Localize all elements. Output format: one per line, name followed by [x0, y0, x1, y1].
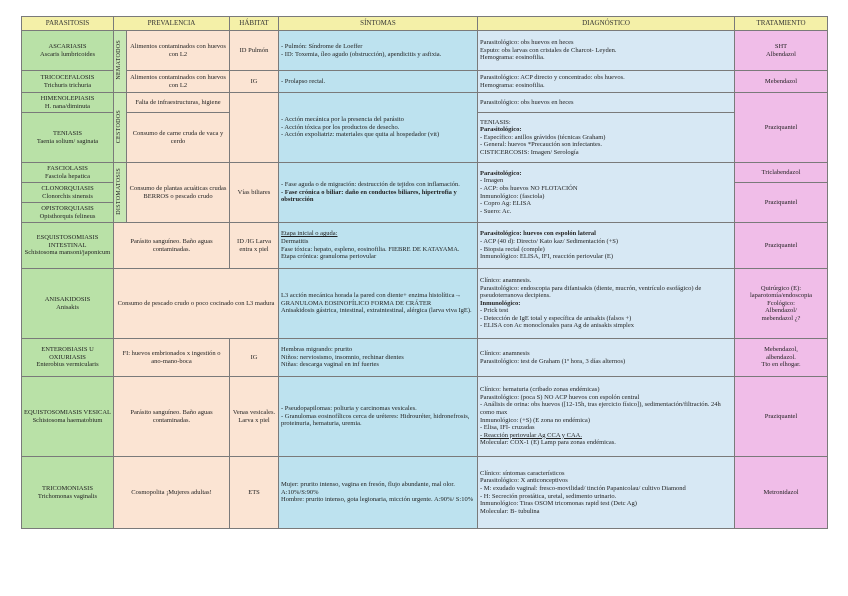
symptoms-cell	[279, 457, 478, 529]
diagnosis-line: - General: huevos *Precaución son infectantes.	[480, 141, 603, 149]
table-row	[22, 339, 828, 377]
habitat-cell: Venas vesicales. Larva x piel	[230, 377, 279, 457]
symptom-line: Hombre: prurito intenso, gota legionaria, micción urgente. A:90%/ S:10%	[281, 496, 474, 504]
symptom-line: Niños: nerviosismo, insomnio, rechinar dientes	[281, 353, 404, 361]
habitat-cell: IG	[230, 339, 279, 377]
species-name: Clonorchis sinensis	[42, 192, 93, 200]
habitat-cell	[230, 93, 279, 163]
parasite-cell	[22, 269, 114, 339]
diagnosis-line: CISTICERCOSIS: Imagen/ Serología	[480, 148, 579, 156]
table-row	[22, 457, 828, 529]
diagnosis-cell	[478, 71, 735, 93]
prevalence-cell: FI: huevos embrionados x ingestión o ano-mano-boca	[114, 339, 230, 377]
treatment-line: Tto en elhogar.	[761, 361, 801, 369]
prevalence-cell: Parásito sanguíneo. Baño aguas contaminadas.	[114, 377, 230, 457]
symptom-line: Etapa crónica: granuloma periovular	[281, 253, 377, 261]
habitat-cell: ID /IG Larva entra x piel	[230, 223, 279, 269]
parasite-cell	[22, 113, 114, 163]
diagnosis-line: Parasitológico: obs huevos en heces	[480, 39, 574, 47]
treatment-line: Albendazol	[766, 50, 796, 58]
group-label-distomatosis: DISTOMATOSIS	[116, 167, 123, 215]
diagnosis-line: Inmunológico:	[480, 299, 521, 307]
diagnosis-line: - Elisa, IFI- cruzadas	[480, 424, 535, 432]
diagnosis-cell	[478, 457, 735, 529]
group-label-cell	[114, 31, 127, 93]
diagnosis-cell	[478, 223, 735, 269]
symptom-line: - ID: Toxemia, íleo agudo (obstrucción), apendicitis y asfixia.	[281, 50, 442, 58]
symptom-line: - Pseudopapilomas: poliuria y carcinomas vesicales.	[281, 405, 417, 413]
species-name: Enterobius vermicularis	[36, 361, 99, 369]
prevalence-cell: Falta de infraestructuras, higiene	[127, 93, 230, 113]
group-label-nematodos: NEMATODOS	[116, 40, 123, 80]
symptoms-cell	[279, 339, 478, 377]
symptoms-cell	[279, 377, 478, 457]
habitat-cell: IG	[230, 71, 279, 93]
prevalence-cell: Alimentos contaminados con huevos con L2	[127, 71, 230, 93]
parasitosis-name: ESQUISTOSOMIASIS INTESTINAL	[36, 234, 99, 249]
species-name: Trichuris trichuria	[43, 81, 92, 89]
treatment-cell	[735, 31, 828, 71]
diagnosis-cell	[478, 93, 735, 113]
diagnosis-line: - ELISA con Ac monoclonales para Ag de anisakis simplex	[480, 322, 634, 330]
table-row	[22, 31, 828, 71]
diagnosis-line: Clínico: hematuria (cribado zonas endémicas)	[480, 386, 600, 394]
diagnosis-line: Hemograma: eosinofilia.	[480, 81, 545, 89]
parasitosis-name: ASCARIASIS	[48, 42, 87, 50]
parasite-cell	[22, 457, 114, 529]
parasitosis-name: TENIASIS	[53, 129, 82, 137]
diagnosis-line: Parasitológico: endoscopia para difanisakis (diente, mucrón, ventrículo esofágico) de pseudoterranova decipiens.	[480, 284, 702, 300]
treatment-cell	[735, 223, 828, 269]
symptom-line: - Fase aguda o de migración: destrucción de tejidos con inflamación.	[281, 181, 460, 189]
species-name: Schistosoma mansoni/japonicum	[24, 249, 111, 257]
habitat-cell: ETS	[230, 457, 279, 529]
diagnosis-line: - Específico: anillos grávidos (técnicas Graham)	[480, 133, 606, 141]
treatment-line: laparotomía/endoscopia	[749, 292, 813, 300]
treatment-cell	[735, 71, 828, 93]
diagnosis-line: - ACP (40 d): Directo/ Kato kaz/ Sedimentación (+S)	[480, 237, 619, 245]
diagnosis-line: Clínico: anamnesis.	[480, 276, 532, 284]
diagnosis-line: Clínico: síntomas característicos	[480, 469, 565, 477]
header-tratamiento: TRATAMIENTO	[735, 17, 828, 31]
header-sintomas: SÍNTOMAS	[279, 17, 478, 31]
table-row	[22, 93, 828, 113]
table-row	[22, 269, 828, 339]
diagnosis-line: - Detección de IgE total y específica de anisakis (falsos +)	[480, 314, 632, 322]
symptoms-cell	[279, 223, 478, 269]
prevalence-cell: Consumo de carne cruda de vaca y cerdo	[127, 113, 230, 163]
diagnosis-line: - H: Secreción prostática, uretal, sedimento urinario.	[480, 492, 617, 500]
species-name: Trichomonas vaginalis	[37, 492, 98, 500]
treatment-cell	[735, 377, 828, 457]
symptoms-cell	[279, 163, 478, 223]
diagnosis-line: - Prick test	[480, 307, 509, 315]
diagnosis-line: Parasitológico: obs huevos en heces	[480, 98, 574, 106]
diagnosis-cell	[478, 163, 735, 223]
treatment-line: Praziquantel	[764, 123, 798, 131]
diagnosis-line: Parasitológico: test de Graham (1º hora, 3 días alternos)	[480, 357, 626, 365]
diagnosis-line: - ACP: obs huevos NO FLOTACIÓN	[480, 184, 578, 192]
parasite-cell	[22, 203, 114, 223]
parasitosis-name: ENTEROBIASIS U OXIURIASIS	[41, 346, 94, 361]
diagnosis-line: - Imagen	[480, 177, 504, 185]
table-row	[22, 163, 828, 183]
treatment-line: mebendazol ¿?	[761, 314, 801, 322]
diagnosis-line: Inmunológico: (fasciola)	[480, 192, 545, 200]
symptom-line: Niñas: descarga vaginal en inf fuertes	[281, 361, 379, 369]
treatment-line: Metronidazol	[763, 488, 799, 496]
treatment-line: SHT	[774, 42, 788, 50]
species-name: Opisthorquis felineus	[39, 212, 96, 220]
species-name: H. nana/diminuta	[44, 102, 91, 110]
diagnosis-cell	[478, 113, 735, 163]
treatment-line: Albendazol/	[765, 307, 797, 315]
treatment-line: Fcológico:	[767, 299, 795, 307]
diagnosis-cell	[478, 377, 735, 457]
symptom-line: Hembras migrando: prurito	[281, 346, 353, 354]
diagnosis-line: - Reacción periovular Ag CCA y CAA.	[480, 431, 582, 439]
treatment-cell	[735, 93, 828, 163]
parasitosis-name: TRICOCEFALOSIS	[40, 73, 95, 81]
diagnosis-line: Parasitológico:	[480, 126, 522, 134]
diagnosis-line: Hemograma: eosinofilia.	[480, 54, 545, 62]
species-name: Schistosoma haematobium	[32, 416, 103, 424]
treatment-line: Praziquantel	[764, 412, 798, 420]
treatment-line: Quirúrgico (E):	[760, 284, 802, 292]
parasite-cell	[22, 71, 114, 93]
symptom-line: - Pulmón: Síndrome de Loeffer	[281, 42, 363, 50]
diagnosis-cell	[478, 31, 735, 71]
prevalence-cell: Parásito sanguíneo. Baño aguas contaminadas.	[114, 223, 230, 269]
treatment-cell	[735, 339, 828, 377]
diagnosis-line: Molecular: B- tubulina	[480, 507, 540, 515]
header-diagnostico: DIAGNÓSTICO	[478, 17, 735, 31]
symptom-line: Etapa inicial o aguda:	[281, 230, 338, 238]
parasitosis-name: EQUISTOSOMIASIS VESICAL	[24, 408, 111, 416]
diagnosis-line: Parasitológico: (poca S) NO ACP huevos con espolón central	[480, 393, 640, 401]
diagnosis-line: - M: exudado vaginal: fresco-movilidad/ tinción Papanicolau/ cultivo Diamond	[480, 484, 686, 492]
parasite-cell	[22, 93, 114, 113]
symptom-line: Dermatitis	[281, 237, 309, 245]
species-name: Fasciola hepatica	[45, 172, 90, 180]
diagnosis-line: Parasitológico: ACP directo y concentrado: obs huevos.	[480, 73, 625, 81]
habitat-cell: Vías biliares	[230, 163, 279, 223]
diagnosis-line: Molecular: COX-1 (E) Lamp para zonas endémicas.	[480, 439, 616, 447]
treatment-line: Mebendazol,	[764, 346, 798, 354]
prevalence-cell: Alimentos contaminados con huevos con L2	[127, 31, 230, 71]
symptom-line: Mujer: prurito intenso, vagina en fresón, flujo abundante, mal olor. A:10%/S:90%	[281, 481, 455, 496]
group-label-cestodos: CESTODOS	[116, 109, 123, 143]
species-name: Ascaris lumbricoides	[39, 50, 96, 58]
symptom-line: - Acción tóxica por los productos de desecho.	[281, 123, 400, 131]
parasitosis-name: CLONORQUIASIS	[41, 184, 94, 192]
diagnosis-line: Inmunológico: (+S) (E zona no endémica)	[480, 416, 590, 424]
parasitosis-name: HIMENOLEPIASIS	[40, 94, 95, 102]
parasite-cell	[22, 223, 114, 269]
diagnosis-line: Parasitológico: huevos con espolón lateral	[480, 230, 596, 238]
treatment-cell	[735, 183, 828, 223]
parasite-cell	[22, 31, 114, 71]
symptom-line: - Prolapso rectal.	[281, 77, 326, 85]
diagnosis-line: - Biopsia rectal (comple)	[480, 245, 545, 253]
parasite-cell	[22, 183, 114, 203]
treatment-line: Praziquantel	[764, 241, 798, 249]
symptom-line: - Acción expoliatriz: materiales que quita al hospedador (vit)	[281, 131, 440, 139]
diagnosis-line: Inmunológico: ELISA, IFI, reacción periovular (E)	[480, 253, 614, 261]
species-name: Taenia solium/ saginata	[36, 137, 99, 145]
parasite-cell	[22, 163, 114, 183]
header-parasitosis: PARASITOSIS	[22, 17, 114, 31]
group-label-cell	[114, 93, 127, 163]
symptoms-cell	[279, 269, 478, 339]
parasitosis-table	[21, 16, 828, 529]
species-name: Anisakis	[56, 303, 79, 311]
habitat-cell: ID Pulmón	[230, 31, 279, 71]
symptom-line: Fase tóxica: hepato, espleno, eosinofilia. FIEBRE DE KATAYAMA.	[281, 245, 460, 253]
table-row	[22, 377, 828, 457]
diagnosis-line: Clínico: anamnesis	[480, 349, 530, 357]
header-prevalencia: PREVALENCIA	[114, 17, 230, 31]
diagnosis-line: TENIASIS:	[480, 118, 511, 126]
symptom-line: - Granulomas eosinofílicos cerca de uréteres: Hidrouréter, hidronefrosis, proteinuria, hematuria, uremia.	[281, 412, 470, 428]
diagnosis-line: Parasitológico:	[480, 169, 522, 177]
treatment-line: albendazol.	[766, 353, 796, 361]
header-row	[22, 17, 828, 31]
prevalence-cell: Cosmopolita ¡Mujeres adultas!	[114, 457, 230, 529]
diagnosis-cell	[478, 269, 735, 339]
diagnosis-line: Parasitológico: X anticonceptivos	[480, 477, 568, 485]
symptoms-cell	[279, 93, 478, 163]
parasite-cell	[22, 339, 114, 377]
symptom-line: Anisakidosis gástrica, intestinal, extraintestinal, alérgica (larva viva IgE).	[281, 307, 472, 315]
parasitosis-name: OPISTORQUIASIS	[41, 204, 94, 212]
symptom-line: L3 acción mecánica horada la pared con diente+ enzima histolítica→ GRANULOMA EOSINOFÍLICO FORMA DE CRÁTER	[281, 292, 461, 307]
diagnosis-cell	[478, 339, 735, 377]
header-habitat: HÁBITAT	[230, 17, 279, 31]
treatment-cell	[735, 457, 828, 529]
treatment-cell	[735, 269, 828, 339]
parasitosis-name: ANISAKIDOSIS	[44, 295, 91, 303]
treatment-line: Triclabendazol	[761, 168, 801, 176]
group-label-cell	[114, 163, 127, 223]
table-row	[22, 71, 828, 93]
diagnosis-line: Inmunológico: Tiras OSOM tricomonas rapid test (Detc Ag)	[480, 500, 637, 508]
diagnosis-line: - Copro Ag: ELISA	[480, 200, 532, 208]
symptom-line: - Fase crónica o biliar: daño en conductos biliares, hipertrofia y obstrucción	[281, 188, 457, 204]
symptoms-cell	[279, 31, 478, 71]
symptoms-cell	[279, 71, 478, 93]
treatment-cell	[735, 163, 828, 183]
prevalence-cell: Consumo de pescado crudo o poco cocinado con L3 madura	[114, 269, 279, 339]
prevalence-cell: Consumo de plantas acuáticas crudas BERROS o pescado crudo	[127, 163, 230, 223]
diagnosis-line: - Análisis de orina: obs huevos ([12-15h, tras ejercicio físico]), sedimentación/filtración. 24h como max	[480, 401, 721, 416]
diagnosis-line: - Suero: Ac.	[480, 207, 512, 215]
parasitosis-name: FASCIOLASIS	[47, 164, 88, 172]
treatment-line: Mebendazol	[764, 77, 798, 85]
parasitosis-name: TRICOMONIASIS	[42, 484, 93, 492]
symptom-line: - Acción mecánica por la presencia del parásito	[281, 116, 404, 124]
diagnosis-line: Esputo: obs larvas con cristales de Charcot- Leyden.	[480, 46, 617, 54]
treatment-line: Praziquantel	[764, 198, 798, 206]
parasite-cell	[22, 377, 114, 457]
table-row	[22, 223, 828, 269]
